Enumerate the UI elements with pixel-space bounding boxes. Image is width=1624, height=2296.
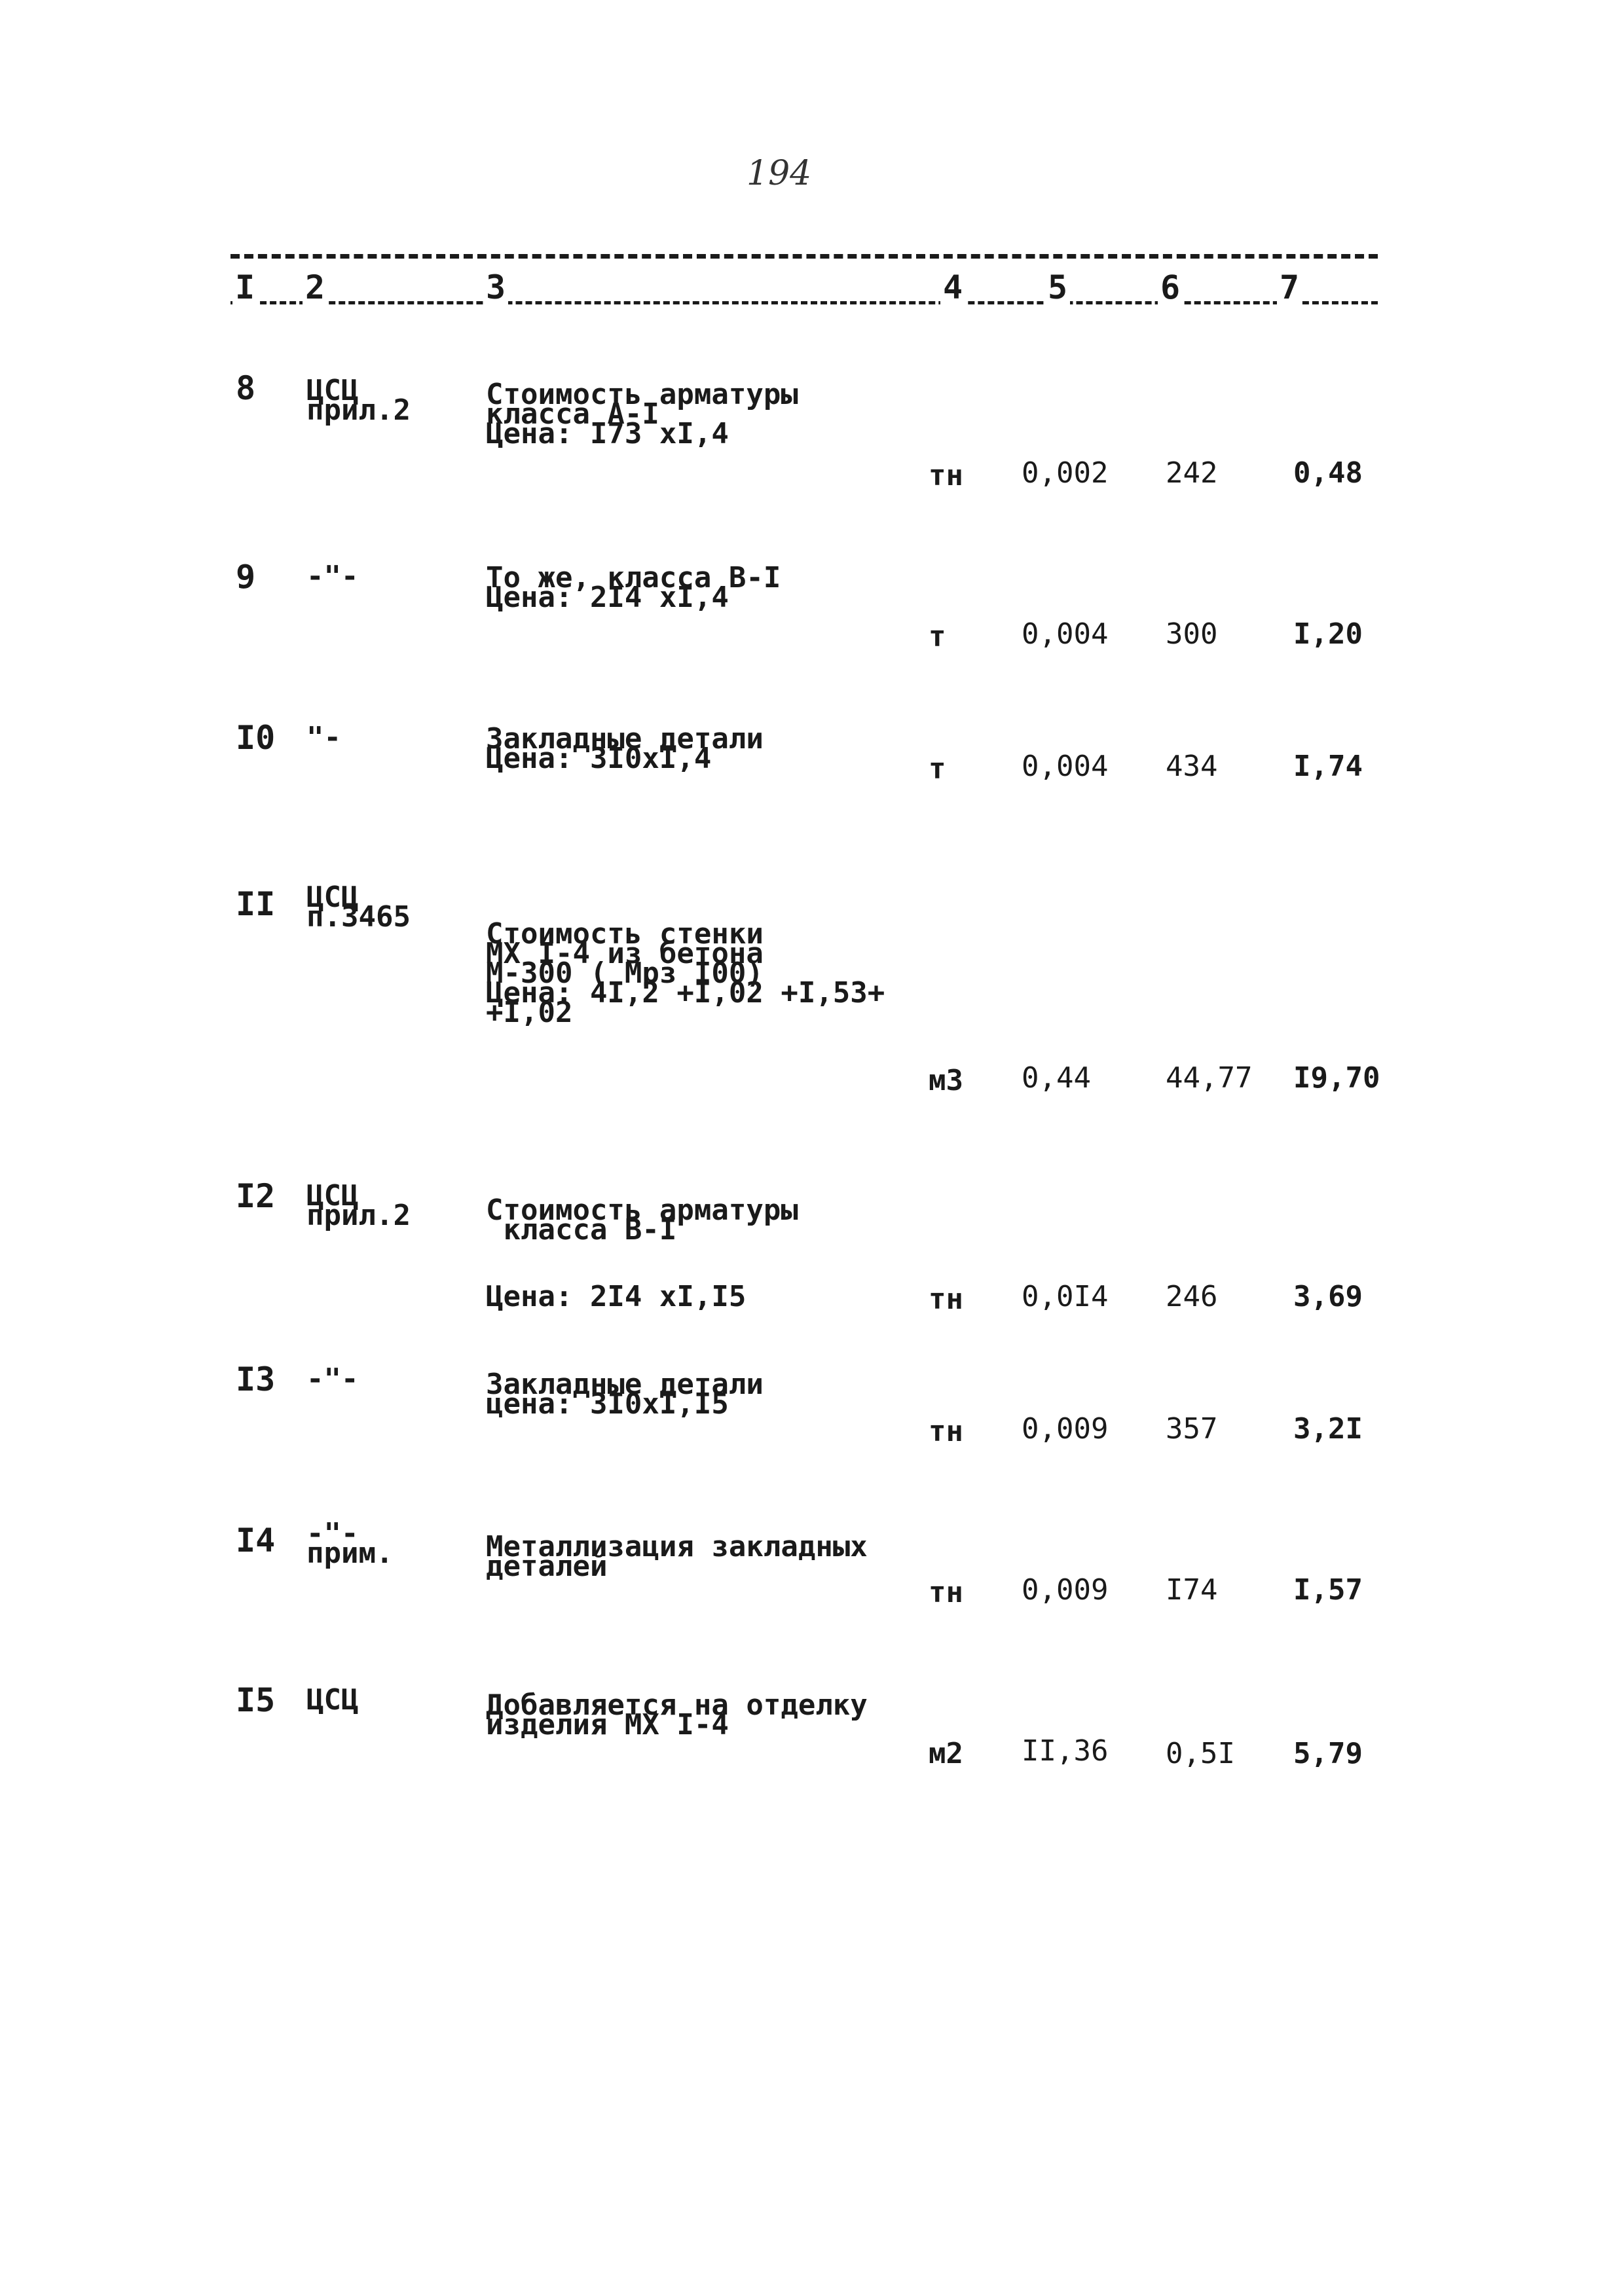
row-number: 9 (236, 558, 256, 596)
row-price: 246 (1166, 1280, 1218, 1313)
column-header-4: 4 (940, 268, 965, 306)
row-number: I5 (236, 1681, 276, 1719)
row-quantity: 0,44 (1022, 1061, 1091, 1095)
row-source: ЦСЦ (306, 1683, 359, 1717)
page-number: 194 (747, 154, 812, 193)
row-price: 0,5I (1166, 1737, 1235, 1770)
row-total: 0,48 (1293, 456, 1363, 490)
row-quantity: 0,004 (1022, 617, 1109, 651)
column-header-5: 5 (1045, 268, 1070, 306)
row-total: 3,2I (1293, 1412, 1363, 1446)
row-price: I74 (1166, 1573, 1218, 1607)
row-quantity: II,36 (1022, 1734, 1109, 1768)
row-number: I2 (236, 1177, 276, 1215)
row-price: 357 (1166, 1412, 1218, 1446)
row-quantity: 0,009 (1022, 1573, 1109, 1607)
row-unit: м2 (929, 1737, 963, 1770)
column-header-1: I (232, 268, 257, 306)
row-total: I9,70 (1293, 1061, 1380, 1095)
row-quantity: 0,004 (1022, 750, 1109, 783)
row-number: I3 (236, 1360, 276, 1398)
column-header-7: 7 (1277, 268, 1302, 306)
row-total: I,57 (1293, 1573, 1363, 1607)
row-quantity: 0,009 (1022, 1412, 1109, 1446)
row-description: Закладные детали цена: 3I0хI,I5 (486, 1368, 764, 1421)
row-source: ЦСЦ п.3465 (306, 881, 411, 934)
row-unit: тн (929, 1415, 963, 1448)
row-total: 3,69 (1293, 1280, 1363, 1313)
row-total: 5,79 (1293, 1737, 1363, 1770)
row-source: -"- прим. (306, 1517, 394, 1570)
table-header-rule (231, 301, 1378, 304)
row-source: ЦСЦ прил.2 (306, 1179, 411, 1232)
table-top-rule (231, 254, 1378, 259)
column-header-2: 2 (303, 268, 327, 306)
row-unit: м3 (929, 1064, 963, 1097)
column-header-6: 6 (1158, 268, 1183, 306)
row-unit: тн (929, 1283, 963, 1316)
row-price: 242 (1166, 456, 1218, 490)
row-description: То же, класса В-I Цена: 2I4 хI,4 (486, 561, 781, 614)
row-description: Стоимость арматуры класса В-I (486, 1194, 798, 1247)
row-unit: т (929, 752, 946, 786)
row-source: ЦСЦ прил.2 (306, 374, 411, 427)
row-source: -"- (306, 1362, 359, 1396)
row-description-price: Цена: 2I4 хI,I5 (486, 1280, 747, 1313)
row-description: Стоимость арматуры класса А-I Цена: I73 хI,4 (486, 378, 798, 450)
row-unit: тн (929, 1576, 963, 1609)
row-source: "- (306, 721, 341, 754)
row-description: Металлизация закладных деталей (486, 1530, 868, 1583)
row-number: II (236, 885, 276, 923)
row-description: Закладные детали Цена: 3I0хI,4 (486, 722, 764, 775)
row-number: 8 (236, 369, 256, 407)
row-quantity: 0,002 (1022, 456, 1109, 490)
row-price: 300 (1166, 617, 1218, 651)
row-unit: т (929, 620, 946, 653)
row-total: I,74 (1293, 750, 1363, 783)
row-description: Стоимость стенки МХ I-4 из бетона М-300 ( Мрз I00) Цена: 4I,2 +I,02 +I,53+ +I,02 (486, 917, 885, 1029)
row-description: Добавляется на отделку изделия МХ I-4 (486, 1688, 868, 1741)
row-price: 44,77 (1166, 1061, 1253, 1095)
row-number: I0 (236, 719, 276, 757)
row-unit: тн (929, 459, 963, 492)
row-total: I,20 (1293, 617, 1363, 651)
row-source: -"- (306, 560, 359, 593)
row-price: 434 (1166, 750, 1218, 783)
row-quantity: 0,0I4 (1022, 1280, 1109, 1313)
row-number: I4 (236, 1522, 276, 1559)
column-header-3: 3 (483, 268, 508, 306)
